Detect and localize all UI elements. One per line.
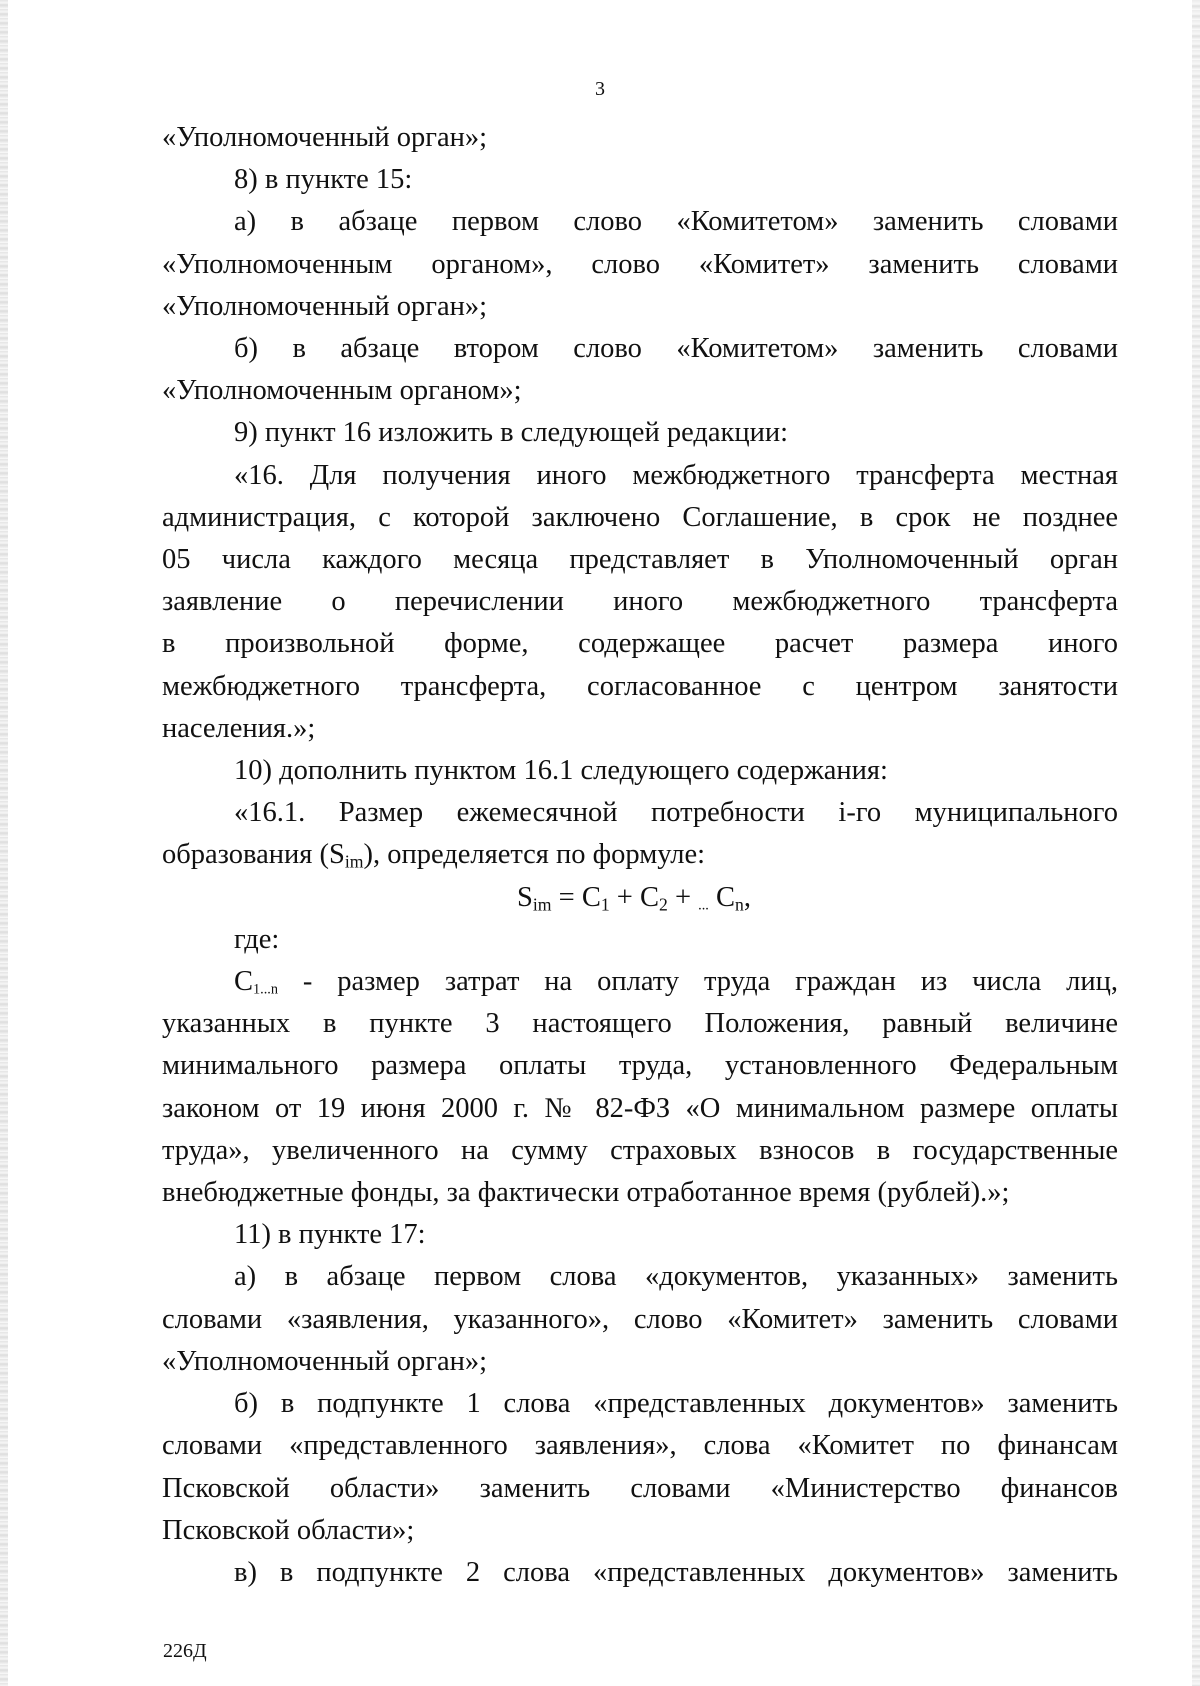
text-line: Псковской области» заменить словами «Министерство финансов	[162, 1472, 1118, 1504]
text-line: «16. Для получения иного межбюджетного трансферта местная	[234, 459, 1118, 491]
text-line: словами «представленного заявления», слова «Комитет по финансам	[162, 1430, 1118, 1462]
text-line: 05 числа каждого месяца представляет в Уполномоченный орган	[162, 544, 1118, 576]
text-line: законом от 19 июня 2000 г. № 82-ФЗ «О минимальном размере оплаты	[162, 1092, 1118, 1124]
text-line: 10) дополнить пунктом 16.1 следующего содержания:	[234, 755, 888, 787]
text-line: заявление о перечислении иного межбюджетного трансферта	[162, 586, 1118, 618]
text-line	[162, 834, 1118, 876]
text-fragment: C	[234, 966, 254, 998]
text-line: в произвольной форме, содержащее расчет размера иного	[162, 628, 1118, 660]
formula-part: C	[708, 881, 735, 913]
text-line: минимального размера оплаты труда, установленного Федеральным	[162, 1050, 1118, 1082]
formula	[162, 877, 1118, 919]
text-line: б) в подпункте 1 слова «представленных документов» заменить	[234, 1388, 1118, 1420]
text-line: «Уполномоченный орган»;	[162, 122, 488, 153]
text-fragment: образования (S	[162, 839, 345, 871]
text-line: «Уполномоченным органом», слово «Комитет» заменить словами	[162, 248, 1118, 280]
text-line: б) в абзаце втором слово «Комитетом» заменить словами	[234, 333, 1118, 365]
subscript: n	[735, 894, 744, 915]
scan-edge-right	[1192, 0, 1200, 1686]
page-number: 3	[595, 78, 605, 100]
text-line: межбюджетного трансферта, согласованное с центром занятости	[162, 670, 1118, 702]
scan-edge-left	[0, 0, 8, 1686]
formula-part: S	[517, 881, 533, 913]
text-fragment: ), определяется по формуле:	[363, 839, 706, 871]
subscript: 1...n	[253, 981, 278, 998]
text-line: администрация, с которой заключено Соглашение, в срок не позднее	[162, 501, 1118, 533]
text-line: словами «заявления, указанного», слово «Комитет» заменить словами	[162, 1303, 1118, 1335]
text-line: а) в абзаце первом слова «документов, указанных» заменить	[234, 1261, 1118, 1293]
subscript: im	[344, 851, 364, 872]
text-line: 9) пункт 16 изложить в следующей редакции:	[234, 417, 789, 449]
text-line: Псковской области»;	[162, 1514, 415, 1546]
text-line: 8) в пункте 15:	[234, 164, 413, 196]
subscript: 2	[659, 894, 668, 915]
text-line	[162, 961, 1118, 1003]
text-line: а) в абзаце первом слово «Комитетом» заменить словами	[234, 206, 1118, 238]
text-line: «Уполномоченным органом»;	[162, 375, 522, 407]
text-line: труда», увеличенного на сумму страховых взносов в государственные	[162, 1134, 1118, 1166]
text-line: населения.»;	[162, 712, 316, 744]
text-line: 11) в пункте 17:	[234, 1219, 426, 1251]
text-fragment: - размер затрат на оплату труда граждан из числа лиц,	[277, 966, 1118, 998]
text-line: внебюджетные фонды, за фактически отработанное время (рублей).»;	[162, 1177, 1010, 1209]
document-body	[162, 117, 1118, 1594]
subscript: 1	[600, 894, 610, 915]
formula-part: + C	[609, 881, 660, 913]
text-line: «Уполномоченный орган»;	[162, 290, 488, 322]
text-line: указанных в пункте 3 настоящего Положения, равный величине	[162, 1008, 1118, 1040]
subscript: im	[532, 894, 552, 915]
text-line: в) в подпункте 2 слова «представленных документов» заменить	[234, 1556, 1118, 1588]
subscript: ...	[698, 897, 709, 914]
document-code: 226Д	[163, 1640, 207, 1662]
text-line: где:	[234, 923, 280, 955]
formula-part: = C	[551, 881, 601, 913]
formula-part: ,	[743, 881, 751, 913]
text-line: «Уполномоченный орган»;	[162, 1345, 488, 1377]
text-line: «16.1. Размер ежемесячной потребности i-го муниципального	[234, 797, 1118, 829]
formula-part: +	[667, 881, 699, 913]
